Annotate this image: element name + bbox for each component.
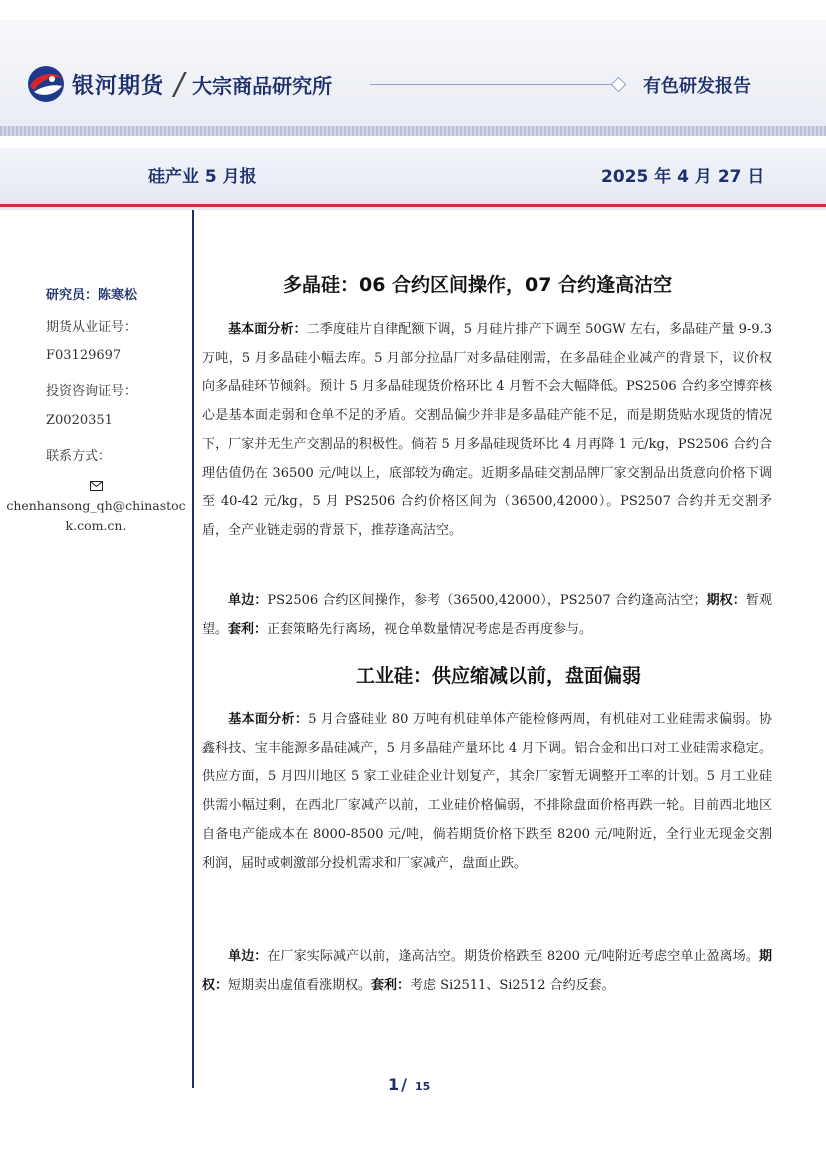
header-stripe (0, 126, 826, 136)
contact-label: 联系方式： (46, 449, 112, 464)
options-label: 期权： (202, 949, 772, 993)
unilateral-text: PS2506 合约区间操作，参考（36500,42000），PS2507 合约逢高沽空； (267, 593, 707, 608)
fundamental-text: 二季度硅片自律配额下调，5 月硅片排产下调至 50GW 左右，多晶硅产量 9-9.3 万吨，5 月多晶硅小幅去库。5 月部分拉晶厂对多晶硅刚需，在多晶硅企业减产的背景下，议价权向多晶硅环节倾斜。预计 5 月多晶硅现货价格环比 4 月暂不会大幅降低。PS2506 合约多空博弈核心是基本面走弱和仓单不足的矛盾。交割品偏少并非是多晶硅产能不足，而是期货贴水现货的情况下，厂家并无生产交割品的积极性。倘若 5 月多晶硅现货环比 4 月再降 1 元/kg，PS2506 合约合理估值仍在 36500 元/吨以上，底部较为确定。近期多晶硅交割品牌厂家交割品出货意向价格下调至 40-42 元/kg，5 月 PS2506 合约价格区间为（36500,42000）。PS2507 合约并无交割矛盾，全产业链走弱的背景下，推荐逢高沽空。 (202, 322, 772, 538)
institute-name: 大宗商品研究所 (192, 73, 333, 98)
fundamental-label: 基本面分析： (228, 712, 309, 727)
current-page: 1 (388, 1075, 400, 1094)
options-label: 期权： (706, 593, 746, 608)
galaxy-logo-icon (26, 64, 66, 104)
polysilicon-strategy (202, 587, 772, 644)
license-label: 期货从业证号： (46, 320, 138, 335)
section-title-industrial-silicon: 工业硅：供应缩减以前，盘面偏弱 (356, 665, 642, 687)
researcher-name: 研究员：陈寒松 (46, 288, 138, 303)
unilateral-label: 单边： (228, 593, 268, 608)
section-title-polysilicon: 多晶硅：06 合约区间操作，07 合约逢高沽空 (283, 274, 673, 296)
report-date: 2025 年 4 月 27 日 (601, 167, 765, 187)
unilateral-text: 在厂家实际减产以前，逢高沽空。期货价格跌至 8200 元/吨附近考虑空单止盈离场。 (267, 949, 759, 964)
column-divider (192, 210, 194, 1088)
options-text: 短期卖出虚值看涨期权。 (228, 977, 372, 993)
arbitrage-text: 正套策略先行离场，视仓单数量情况考虑是否再度参与。 (267, 621, 593, 637)
brand-name: 银河期货 (72, 73, 165, 99)
license-number: F03129697 (46, 348, 122, 363)
contact-email[interactable] (6, 476, 186, 536)
email-part-2: k.com.cn. (65, 518, 127, 533)
page-number (388, 1075, 430, 1094)
unilateral-label: 单边： (228, 949, 268, 964)
arbitrage-label: 套利： (228, 621, 268, 637)
advisory-number: Z0020351 (46, 413, 113, 428)
industrial-silicon-fundamentals (202, 706, 772, 878)
email-part-1: chenhansong_qh@chinastoc (6, 498, 186, 513)
arbitrage-label: 套利： (371, 977, 411, 993)
polysilicon-fundamentals (202, 316, 772, 546)
header-rule (370, 84, 618, 85)
report-type: 有色研发报告 (643, 76, 751, 97)
arbitrage-text: 考虑 Si2511、Si2512 合约反套。 (410, 977, 615, 993)
fundamental-text: 5 月合盛硅业 80 万吨有机硅单体产能检修两周，有机硅对工业硅需求偏弱。协鑫科技、宝丰能源多晶硅减产，5 月多晶硅产量环比 4 月下调。铝合金和出口对工业硅需求稳定。供应方面，5 月四川地区 5 家工业硅企业计划复产，其余厂家暂无调整开工率的计划。5 月工业硅供需小幅过剩，在西北厂家减产以前，工业硅价格偏弱，不排除盘面价格再跌一轮。目前西北地区自备电产能成本在 8000-8500 元/吨，倘若期货价格下跌至 8200 元/吨附近，全行业无现金交割利润，届时或刺激部分投机需求和厂家减产，盘面止跌。 (202, 712, 772, 871)
subheader-shade (0, 207, 826, 210)
brand-logo (26, 64, 332, 104)
options-text: 暂观望。 (202, 593, 772, 637)
mail-icon (90, 481, 103, 491)
advisory-label: 投资咨询证号： (46, 384, 138, 399)
fundamental-label: 基本面分析： (228, 322, 307, 337)
brand-separator: / (174, 66, 185, 102)
page-separator: / (401, 1075, 407, 1094)
industrial-silicon-strategy (202, 943, 772, 1000)
total-pages: 15 (414, 1080, 431, 1093)
report-title: 硅产业 5 月报 (148, 167, 257, 187)
